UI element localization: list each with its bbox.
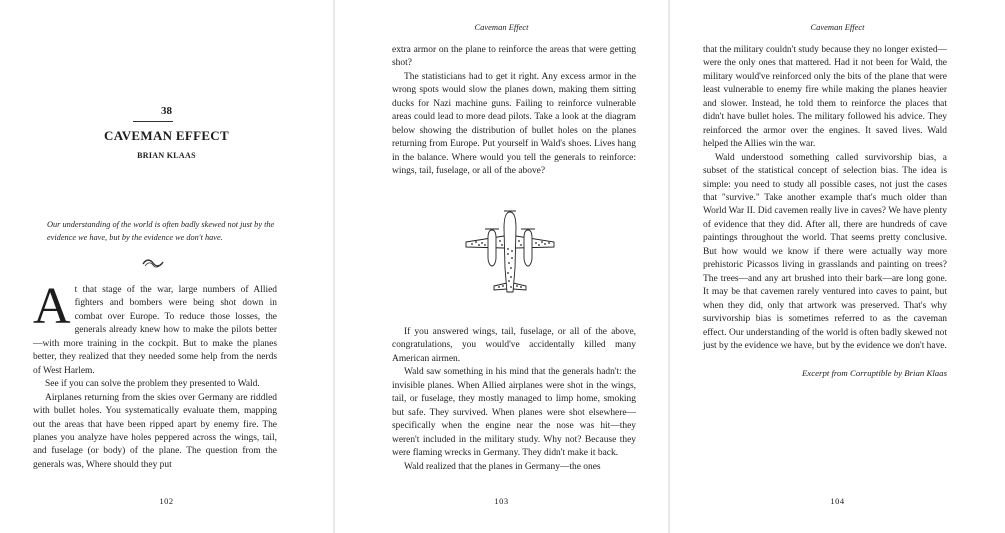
page-103-body-top bbox=[392, 44, 636, 179]
tilde-ornament-icon bbox=[140, 256, 166, 270]
chapter-title: CAVEMAN EFFECT bbox=[104, 128, 229, 143]
airplane-bullet-holes-diagram bbox=[464, 208, 556, 300]
paragraph: Wald realized that the planes in Germany—the ones bbox=[404, 461, 601, 472]
page-number: 102 bbox=[159, 496, 174, 506]
opening-paragraph-text: t that stage of the war, large numbers of Allied fighters and bombers were being shot down in combat over Europe. To reduce those losses, the generals already knew how to make the pilots better—with more training in the cockpit. But to make the planes better, they realized that they needed some help from the nerds of West Harlem. bbox=[33, 285, 277, 376]
continuation-paragraph: that the military couldn't study because they no longer existed—were the only ones that mattered. Had it not been for Wald, the military would've reinforced only the bits of the plane that were least vulnerable to enemy fire while making the planes heavier and slower. Instead, he told them to reinforce the places that didn't have bullet holes. The military followed his advice. They reinforced the armor over the engines. It saved lives. Wald helped the Allies win the war. bbox=[703, 45, 947, 150]
paragraph: The statisticians had to get it right. Any excess armor in the wrong spots would slow the planes down, making them sitting ducks for Nazi machine guns. Failing to reinforce vulnerable areas could lead to more dead pilots. Take a look at the diagram below showing the distribution of bullet holes on the planes returning from Europe. Put yourself in Wald's shoes. Lives hang in the balance. Where would you tell the generals to reinforce: wings, tail, fuselage, or all of the above? bbox=[392, 71, 636, 177]
page-number: 103 bbox=[494, 496, 509, 506]
paragraph: Airplanes returning from the skies over Germany are riddled with bullet holes. You systematically evaluate them, mapping out the areas that have been ripped apart by enemy fire. The planes you analyze have holes peppered across the wings, tail, and fuselage (or body) of the plane. The question from the generals was, Where should they put bbox=[33, 392, 277, 470]
paragraph: See if you can solve the problem they presented to Wald. bbox=[45, 379, 260, 390]
epigraph: Our understanding of the world is often badly skewed not just by the evidence we have, but by the evidence we don't have. bbox=[47, 220, 275, 242]
drop-cap: A bbox=[33, 278, 71, 335]
chapter-rule bbox=[133, 121, 173, 122]
page-103-body-bottom bbox=[392, 326, 636, 474]
paragraph: If you answered wings, tail, fuselage, or all of the above, congratulations, you would've accidentally killed many American airmen. bbox=[392, 327, 636, 364]
opening-paragraph bbox=[33, 278, 277, 378]
page-104-body bbox=[703, 44, 947, 381]
page-104 bbox=[670, 0, 1005, 533]
paragraph: Wald saw something in his mind that the generals hadn't: the invisible planes. When Allied airplanes were shot in the wings, tail, or fuselage, they mostly managed to limp home, smoking but safe. They survived. When planes were shot elsewhere—specifically when the engine near the nose was hit—they weren't included in the military study. Why not? Because they were flaming wrecks in Germany. They didn't make it back. bbox=[392, 367, 636, 459]
running-head: Caveman Effect bbox=[810, 22, 865, 32]
continuation-paragraph: extra armor on the plane to reinforce the areas that were getting shot? bbox=[392, 45, 636, 69]
page-103 bbox=[335, 0, 668, 533]
page-102 bbox=[0, 0, 333, 533]
chapter-author: BRIAN KLAAS bbox=[137, 151, 196, 160]
page-102-body bbox=[33, 278, 277, 472]
excerpt-credit: Excerpt from Corruptible by Brian Klaas bbox=[801, 368, 947, 379]
page-number: 104 bbox=[830, 496, 845, 506]
running-head: Caveman Effect bbox=[474, 22, 529, 32]
chapter-number: 38 bbox=[161, 105, 172, 117]
paragraph: Wald understood something called survivorship bias, a subset of the statistical concept of selection bias. The idea is simple: you need to study all possible cases, not just the cases that "survive." Take another example that's much older than World War II. Did cavemen really live in caves? We have plenty of evidence that they did. After all, there are hundreds of cave paintings throughout the world. That seems pretty conclusive. But how would we know if there were actually way more prehistoric Picassos living in grasslands and painting on trees? The trees—and any art brushed into their bark—are long gone. It may be that cavemen rarely ventured into caves to paint, but when they did, only that artwork was preserved. That's why survivorship bias is sometimes referred to as the caveman effect. Our understanding of the world is often badly skewed not just by the evidence we have, but by the evidence we don't have. bbox=[703, 152, 947, 351]
